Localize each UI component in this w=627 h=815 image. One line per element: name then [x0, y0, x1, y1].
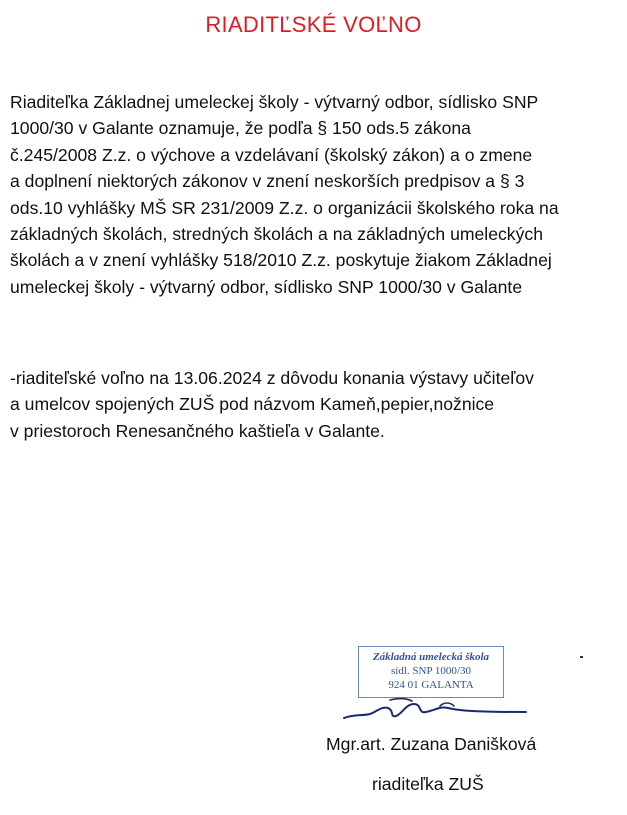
- signer-role: riaditeľka ZUŠ: [372, 774, 484, 794]
- paragraph-line: Riaditeľka Základnej umeleckej školy - výtvarný odbor, sídlisko SNP: [10, 92, 539, 112]
- signer-name: Mgr.art. Zuzana Danišková: [326, 734, 537, 754]
- day-off-paragraph: [10, 365, 610, 444]
- paragraph-line: č.245/2008 Z.z. o výchove a vzdelávaní (školský zákon) a o zmene: [10, 144, 533, 165]
- paragraph-line: ods.10 vyhlášky MŠ SR 231/2009 Z.z. o organizácii školského roka na: [10, 197, 559, 218]
- announcement-paragraph: [10, 89, 610, 300]
- paragraph-line: školách a v znení vyhlášky 518/2010 Z.z. poskytuje žiakom Základnej: [10, 250, 552, 271]
- handwritten-signature: [340, 692, 530, 726]
- paragraph-line: a umelcov spojených ZUŠ pod názvom Kameň,pepier,nožnice: [10, 394, 495, 415]
- stamp-address: sídl. SNP 1000/30: [391, 665, 471, 677]
- paragraph-line: -riaditeľské voľno na 13.06.2024 z dôvodu konania výstavy učiteľov: [10, 368, 534, 388]
- paragraph-line: základných školách, stredných školách a na základných umeleckých: [10, 224, 543, 245]
- stamp-school-name: Základná umelecká škola: [372, 651, 490, 663]
- school-stamp: [358, 646, 504, 698]
- paragraph-line: 1000/30 v Galante oznamuje, že podľa § 150 ods.5 zákona: [10, 118, 471, 139]
- stamp-city: 924 01 GALANTA: [388, 679, 474, 691]
- paragraph-line: umeleckej školy - výtvarný odbor, sídlisko SNP 1000/30 v Galante: [10, 276, 523, 297]
- paragraph-line: v priestoroch Renesančného kaštieľa v Galante.: [10, 420, 385, 441]
- paragraph-line: a doplnení niektorých zákonov v znení neskorších predpisov a § 3: [10, 171, 525, 192]
- document-title: RIADITĽSKÉ VOĽNO: [205, 12, 422, 37]
- ink-dot: [580, 656, 583, 658]
